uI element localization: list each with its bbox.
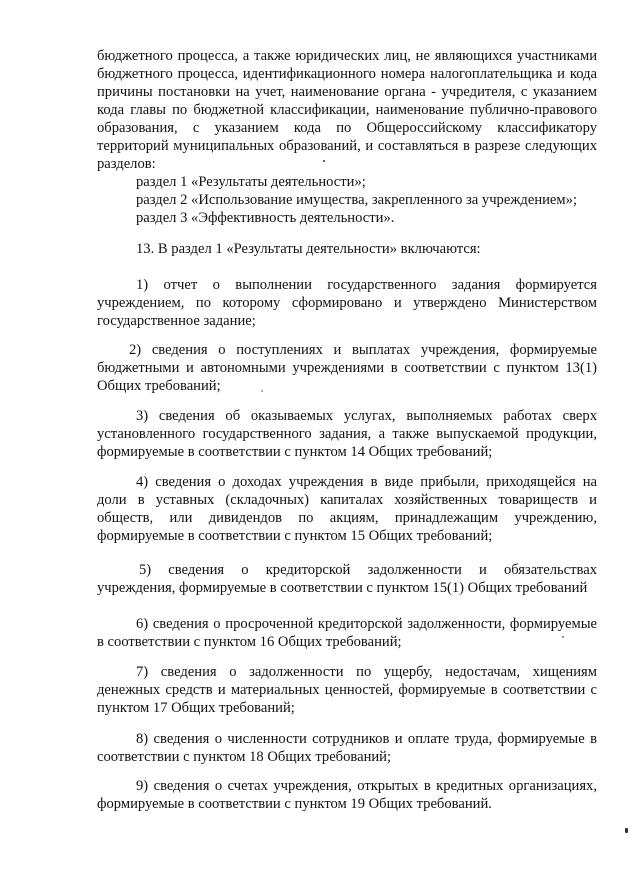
item-7: 7) сведения о задолженности по ущербу, недостачам, хищениям денежных средств и материальных ценностей, формируемые в соответствии с пунктом 17 Общих требований; [97,664,597,716]
item-13-heading: 13. В раздел 1 «Результаты деятельности» включаются: [136,241,481,257]
item-4: 4) сведения о доходах учреждения в виде прибыли, приходящейся на доли в уставных (складочных) капиталах хозяйственных товариществ и обществ, или дивидендов по акциям, принадлежащим учреждению, формируемые в соответствии с пунктом 15 Общих требований; [97,474,597,544]
item-2: 2) сведения о поступлениях и выплатах учреждения, формируемые бюджетными и автономными учреждениями в соответствии с пунктом 13(1) Общих требований; [97,342,597,394]
item-8: 8) сведения о численности сотрудников и оплате труда, формируемые в соответствии с пунктом 18 Общих требований; [97,731,597,765]
item-6: 6) сведения о просроченной кредиторской задолженности, формируемые в соответствии с пунктом 16 Общих требований; [97,616,597,650]
scan-speck [323,160,325,162]
section-1-line: раздел 1 «Результаты деятельности»; [136,174,366,190]
item-9: 9) сведения о счетах учреждения, открытых в кредитных организациях, формируемые в соответствии с пунктом 19 Общих требований. [97,778,597,812]
section-3-line: раздел 3 «Эффективность деятельности». [136,210,395,226]
scan-speck [625,828,628,833]
item-1: 1) отчет о выполнении государственного задания формируется учреждением, по которому сформировано и утверждено Министерством государственное задание; [97,277,597,329]
item-3: 3) сведения об оказываемых услугах, выполняемых работах сверх установленного государственного задания, а также выпускаемой продукции, формируемые в соответствии с пунктом 14 Общих требований; [97,408,597,460]
intro-paragraph: бюджетного процесса, а также юридических лиц, не являющихся участниками бюджетного процесса, идентификационного номера налогоплательщика и кода причины постановки на учет, наименование органа - учредителя, с указанием кода главы по бюджетной классификации, наименование публично-правового образования, с указанием кода по Общероссийскому классификатору территорий муниципальных образований, и составляться в разрезе следующих разделов: [97,48,597,172]
item-5: 5) сведения о кредиторской задолженности и обязательствах учреждения, формируемые в соответствии с пунктом 15(1) Общих требований [97,562,597,596]
section-2-line: раздел 2 «Использование имущества, закрепленного за учреждением»; [136,192,577,208]
scan-speck [261,390,263,392]
scan-speck [562,636,564,638]
